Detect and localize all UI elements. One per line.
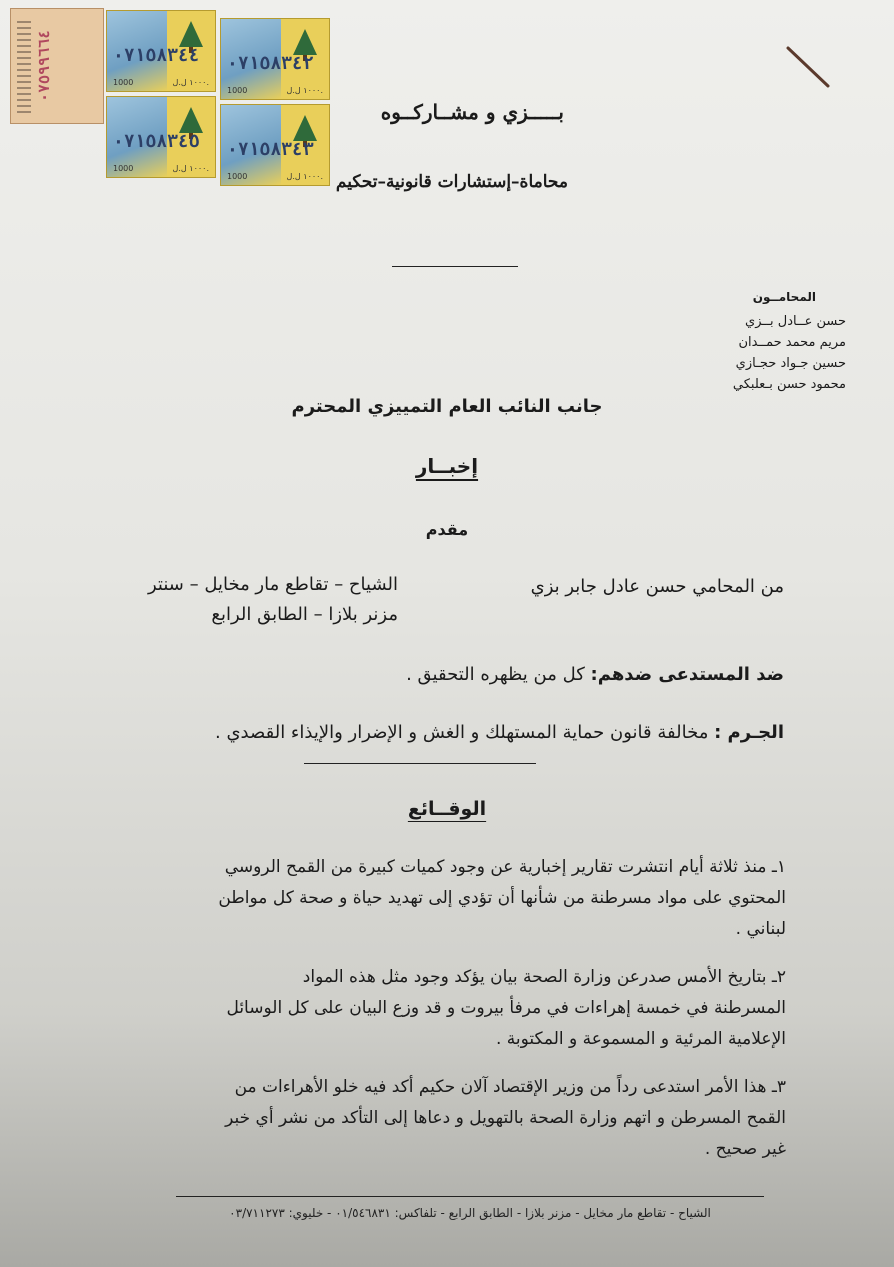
stamp-value: 1000 [227,172,248,181]
address-line: الشياح – تقاطع مار مخايل – سنتر [148,574,398,595]
divider [304,763,536,764]
from-line: من المحامي حسن عادل جابر بزي [530,576,784,597]
lawyer-name: مريم محمد حمــدان [738,335,846,350]
fact-paragraph [110,852,786,945]
revenue-stamp [220,104,330,186]
stamp-value-arabic: ١٠٠٠ ل.ل. [172,78,209,87]
footer-divider [176,1196,764,1197]
lawyer-name: حسين جـواد حجـازي [735,356,846,371]
paragraph-line: المحتوي على مواد مسرطنة من شأنها أن تؤدي إلى تهديد حياة و صحة كل مواطن [218,888,786,908]
fact-paragraph [110,962,786,1055]
divider [392,266,518,267]
facts-title: الوقــائع [407,798,487,820]
facts-title-wrap [0,798,894,820]
sender-address [148,570,398,630]
address-line: مزنر بلازا – الطابق الرابع [211,604,398,625]
presented-label: مقدم [425,520,469,539]
paragraph-line: المسرطنة في خمسة إهراءات في مرفأ بيروت و قد وزع البيان على كل الوسائل [226,998,786,1018]
stamp-value: 1000 [113,164,134,173]
stamp-value-arabic: ١٠٠٠ ل.ل. [172,164,209,173]
addressee: جانب النائب العام التمييزي المحترم [291,396,603,417]
paragraph-line: ٣ـ هذا الأمر استدعى رداً من وزير الإقتصاد آلان حكيم أكد فيه خلو الأهراءات من [234,1077,786,1097]
lawyers-heading: المحامــون [752,290,816,304]
stamp-number: ٠٧١٥٨٣٤٥ [113,131,200,152]
revenue-stamp [106,10,216,92]
stamp-number: ٠٧١٥٨٣٤٣ [227,139,314,160]
revenue-stamp [106,96,216,178]
stamp-number: ٠٧١٥٨٣٤٢ [227,53,314,74]
lawyer-name: حسن عــادل بــزي [745,314,846,329]
firm-name: بـــــزي و مشــاركــوه [380,100,564,124]
stamp-number: ٠٧١٥٨٣٤٤ [113,45,200,66]
against-label: ضد المستدعى ضدهم: [590,664,784,685]
stamp-value: 1000 [227,86,248,95]
against-value: كل من يظهره التحقيق . [406,664,585,685]
stamp-value: 1000 [113,78,134,87]
revenue-stamp-left [10,8,104,124]
stamp-value-arabic: ١٠٠٠ ل.ل. [286,172,323,181]
stamp-barcode [17,19,31,113]
firm-tagline: محاماة–إستشارات قانونية–تحكيم [335,172,568,192]
paragraph-line: لبناني . [735,919,786,939]
crime-value: مخالفة قانون حماية المستهلك و الغش و الإضرار والإيذاء القصدي . [215,722,709,743]
document-title-wrap [0,454,894,478]
crime-label: الجـرم : [714,722,784,743]
pen-mark-icon [784,44,834,90]
stamp-number: ٠٧٥٩٩٦٦٤ [35,29,53,103]
paragraph-line: القمح المسرطن و اتهم وزارة الصحة بالتهويل و دعاها إلى التأكد من نشر أي خبر [225,1108,786,1128]
paragraph-line: الإعلامية المرئية و المسموعة و المكتوبة . [495,1029,786,1049]
against-line [406,664,784,685]
crime-line [215,722,784,743]
document-title: إخبــار [415,454,479,478]
fact-paragraph [110,1072,786,1165]
footer-contact: الشياح - تقاطع مار مخايل - مزنر بلازا - الطابق الرابع - تلفاكس: ٠١/٥٤٦٨٣١ - خليوي: ٠٣/٧١١٢٧٣ [229,1206,711,1220]
paragraph-line: ٢ـ بتاريخ الأمس صدرعن وزارة الصحة بيان يؤكد وجود مثل هذه المواد [302,967,786,987]
revenue-stamp [220,18,330,100]
lawyers-list [646,311,846,395]
paragraph-line: ١ـ منذ ثلاثة أيام انتشرت تقارير إخبارية عن وجود كميات كبيرة من القمح الروسي [224,857,786,877]
lawyer-name: محمود حسن بـعلبكي [732,377,846,392]
paragraph-line: غير صحيح . [704,1139,786,1159]
stamp-value-arabic: ١٠٠٠ ل.ل. [286,86,323,95]
